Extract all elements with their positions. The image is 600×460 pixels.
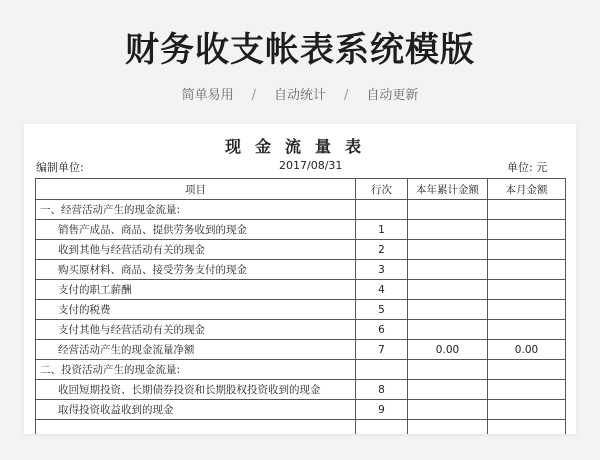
currency-label: 单位: 元 (507, 161, 548, 174)
header-item: 项目 (36, 179, 356, 200)
row-line-no[interactable]: 6 (356, 320, 408, 340)
row-month-amount[interactable] (488, 380, 566, 400)
tag-auto-update: 自动更新 (366, 88, 419, 103)
row-line-no[interactable] (356, 360, 408, 380)
row-month-amount[interactable] (488, 360, 566, 380)
row-line-no[interactable]: 5 (356, 300, 408, 320)
row-ytd-amount[interactable] (408, 260, 488, 280)
sheet-title: 现金流量表 (224, 137, 375, 156)
row-item[interactable]: 二、投资活动产生的现金流量: (36, 360, 356, 380)
row-line-no[interactable]: 9 (356, 400, 408, 420)
table-row (36, 360, 566, 380)
table-row (36, 240, 566, 260)
row-item[interactable]: 收到其他与经营活动有关的现金 (36, 240, 356, 260)
row-ytd-amount[interactable] (408, 200, 488, 220)
table-row (36, 420, 566, 435)
table-row (36, 300, 566, 320)
tag-easy: 简单易用 (181, 88, 234, 103)
separator: / (251, 88, 256, 103)
row-ytd-amount[interactable] (408, 220, 488, 240)
row-item[interactable]: 销售产成品、商品、提供劳务收到的现金 (36, 220, 356, 240)
unit-label: 编制单位: (36, 161, 84, 174)
table-row (36, 220, 566, 240)
row-ytd-amount[interactable] (408, 400, 488, 420)
table-row (36, 280, 566, 300)
row-item[interactable] (36, 420, 356, 435)
row-ytd-amount[interactable] (408, 240, 488, 260)
row-line-no[interactable]: 3 (356, 260, 408, 280)
table-header-row (36, 179, 566, 200)
row-line-no[interactable]: 7 (356, 340, 408, 360)
header-month: 本月金额 (488, 179, 566, 200)
page-title: 财务收支帐表系统模版 (125, 30, 475, 70)
row-item[interactable]: 购买原材料、商品、接受劳务支付的现金 (36, 260, 356, 280)
row-line-no[interactable] (356, 420, 408, 435)
row-item[interactable]: 取得投资收益收到的现金 (36, 400, 356, 420)
row-ytd-amount[interactable]: 0.00 (408, 340, 488, 360)
table-row (36, 200, 566, 220)
row-item[interactable]: 一、经营活动产生的现金流量: (36, 200, 356, 220)
tagline (0, 84, 600, 103)
header-line: 行次 (356, 179, 408, 200)
row-item[interactable]: 支付其他与经营活动有关的现金 (36, 320, 356, 340)
row-month-amount[interactable] (488, 200, 566, 220)
row-month-amount[interactable] (488, 320, 566, 340)
row-ytd-amount[interactable] (408, 300, 488, 320)
row-month-amount[interactable] (488, 220, 566, 240)
cash-flow-table (35, 178, 566, 434)
row-item[interactable]: 收回短期投资、长期债券投资和长期股权投资收到的现金 (36, 380, 356, 400)
separator: / (344, 88, 349, 103)
row-ytd-amount[interactable] (408, 420, 488, 435)
row-month-amount[interactable] (488, 240, 566, 260)
row-month-amount[interactable] (488, 260, 566, 280)
row-item[interactable]: 支付的税费 (36, 300, 356, 320)
row-line-no[interactable]: 4 (356, 280, 408, 300)
row-ytd-amount[interactable] (408, 380, 488, 400)
cash-flow-sheet (24, 124, 576, 434)
row-item[interactable]: 支付的职工薪酬 (36, 280, 356, 300)
row-month-amount[interactable] (488, 300, 566, 320)
row-month-amount[interactable] (488, 420, 566, 435)
row-line-no[interactable]: 1 (356, 220, 408, 240)
table-row (36, 400, 566, 420)
report-date: 2017/08/31 (279, 159, 343, 172)
row-line-no[interactable]: 8 (356, 380, 408, 400)
row-line-no[interactable] (356, 200, 408, 220)
header-ytd: 本年累计金额 (408, 179, 488, 200)
table-row (36, 340, 566, 360)
row-line-no[interactable]: 2 (356, 240, 408, 260)
row-month-amount[interactable] (488, 280, 566, 300)
row-ytd-amount[interactable] (408, 280, 488, 300)
tag-auto-stat: 自动统计 (273, 88, 326, 103)
row-ytd-amount[interactable] (408, 360, 488, 380)
table-row (36, 320, 566, 340)
row-ytd-amount[interactable] (408, 320, 488, 340)
row-month-amount[interactable]: 0.00 (488, 340, 566, 360)
table-row (36, 260, 566, 280)
row-item[interactable]: 经营活动产生的现金流量净额 (36, 340, 356, 360)
banner (0, 0, 600, 123)
table-row (36, 380, 566, 400)
row-month-amount[interactable] (488, 400, 566, 420)
